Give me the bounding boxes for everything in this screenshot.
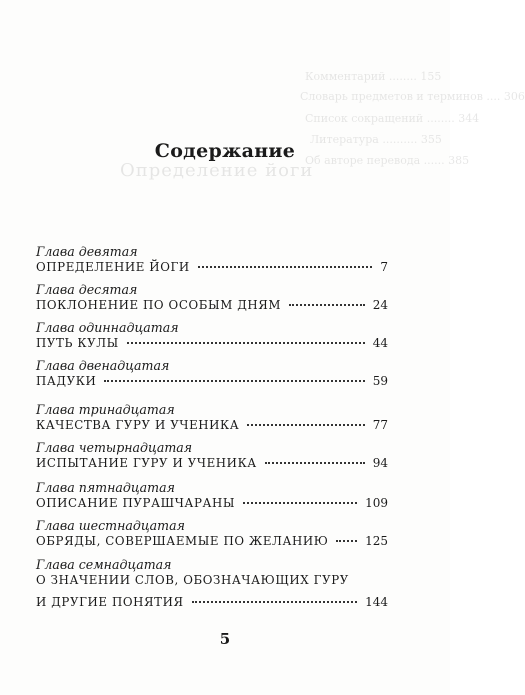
chapter-title: ОБРЯДЫ, СОВЕРШАЕМЫЕ ПО ЖЕЛАНИЮ [36,534,329,548]
chapter-label: Глава девятая [36,244,138,259]
dot-leader [247,424,364,426]
toc-entry[interactable] [36,402,388,433]
chapter-title: И ДРУГИЕ ПОНЯТИЯ [36,595,184,609]
chapter-title: ПОКЛОНЕНИЕ ПО ОСОБЫМ ДНЯМ [36,298,282,312]
chapter-label: Глава пятнадцатая [36,480,175,495]
chapter-title: ОПРЕДЕЛЕНИЕ ЙОГИ [36,260,190,274]
page-ref: 144 [365,595,388,609]
toc-entry[interactable] [36,480,388,511]
dot-leader [243,502,357,504]
chapter-title: ПАДУКИ [36,374,97,388]
page-ref: 109 [365,496,388,510]
toc-line [36,495,388,511]
chapter-title: ПУТЬ КУЛЫ [36,336,119,350]
toc-entry[interactable] [36,282,388,313]
toc-line [36,335,388,351]
chapter-label: Глава десятая [36,282,138,297]
dot-leader [104,380,364,382]
chapter-label: Глава четырнадцатая [36,440,193,455]
toc-entry[interactable] [36,320,388,351]
toc-line [36,533,388,549]
page-ref: 24 [372,298,388,312]
toc-line [36,373,388,389]
chapter-label: Глава тринадцатая [36,402,175,417]
book-page: Комментарий ........ 155 Словарь предметов и терминов .... 306 Список сокращений ........ 344 Литература .......... 355 Об авторе перевода ...... 385 Определение йоги Содержание Глава девятая ОПРЕДЕЛЕНИЕ ЙОГИ 7 Глава десятая ПОКЛОНЕНИЕ ПО ОСОБЫМ ДНЯМ 24 Глава одиннадцатая ПУТЬ КУЛЫ 44 Глава двенадцатая ПАДУКИ 59 Глава тринадцатая КАЧЕСТВА ГУРУ И УЧЕНИКА 77 Глава четырнадцатая ИСПЫТАНИЕ ГУРУ И УЧЕНИКА 94 Глава пятнадцатая ОПИСАНИЕ ПУРАШЧАРАНЫ 109 Глава шестнадцатая ОБРЯДЫ, СОВЕРШАЕМЫЕ ПО ЖЕЛАНИЮ 125 Глава семнадцатая О ЗНАЧЕНИИ СЛОВ, ОБОЗНАЧАЮЩИХ ГУРУ И ДРУГИЕ ПОНЯТИЯ 144 5 [0,0,450,695]
toc-entry[interactable] [36,358,388,389]
page-number: 5 [219,630,231,648]
chapter-label: Глава двенадцатая [36,358,170,373]
chapter-label: Глава семнадцатая [36,557,172,572]
page-ref: 77 [372,418,388,432]
chapter-label: Глава шестнадцатая [36,518,185,533]
chapter-label: Глава одиннадцатая [36,320,179,335]
toc-line [36,594,388,610]
page-title: Содержание [154,140,296,162]
toc-entry[interactable] [36,244,388,275]
toc-line [36,297,388,313]
toc-entry[interactable] [36,518,388,549]
dot-leader [289,304,365,306]
toc-line [36,572,388,588]
toc-line [36,417,388,433]
dot-leader [192,601,357,603]
dot-leader [265,462,365,464]
page-ref: 59 [372,374,388,388]
dot-leader [198,266,373,268]
page-ref: 7 [380,260,388,274]
toc-entry[interactable] [36,440,388,471]
chapter-title: ОПИСАНИЕ ПУРАШЧАРАНЫ [36,496,236,510]
chapter-title: ИСПЫТАНИЕ ГУРУ И УЧЕНИКА [36,456,257,470]
dot-leader [127,342,365,344]
toc-entry[interactable] [36,557,388,610]
toc-line [36,259,388,275]
page-ref: 125 [365,534,388,548]
page-ref: 94 [372,456,388,470]
dot-leader [336,540,357,542]
toc-line [36,455,388,471]
chapter-title: КАЧЕСТВА ГУРУ И УЧЕНИКА [36,418,240,432]
page-ref: 44 [372,336,388,350]
chapter-title-line1: О ЗНАЧЕНИИ СЛОВ, ОБОЗНАЧАЮЩИХ ГУРУ [36,573,349,587]
